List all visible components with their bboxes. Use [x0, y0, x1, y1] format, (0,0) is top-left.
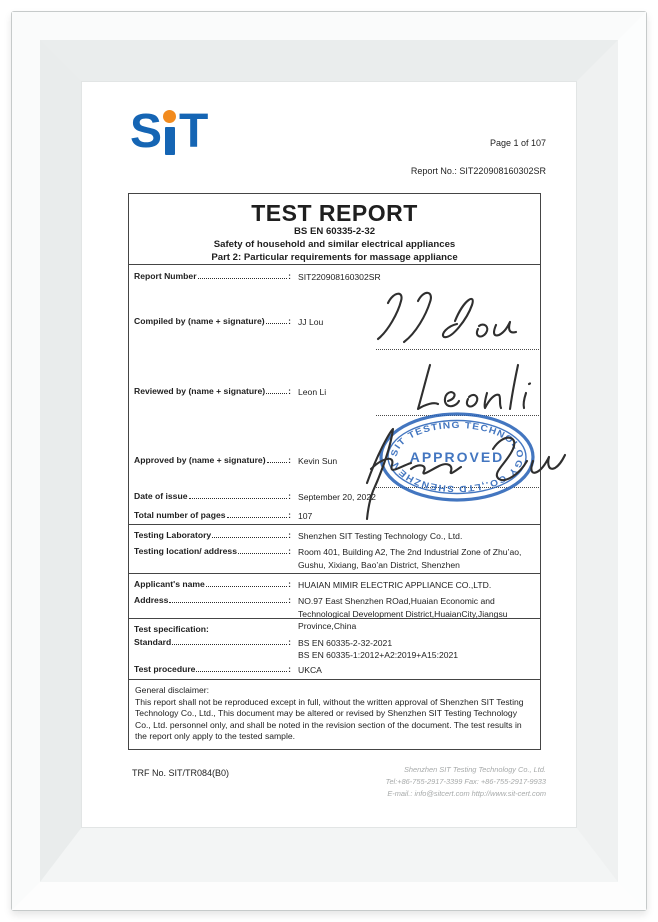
field-value: Leon Li	[298, 387, 327, 397]
dot-leader	[238, 553, 287, 554]
logo-letter-s: S	[130, 105, 162, 158]
report-table	[128, 193, 541, 750]
standard-code: BS EN 60335-2-32	[293, 226, 376, 238]
title-block	[129, 194, 540, 264]
dot-leader	[189, 498, 288, 499]
field-label: Compiled by (name + signature)	[134, 316, 265, 326]
applicant-name-row: Applicant's name : HUAIAN MIMIR ELECTRIC APPLIANCE CO.,LTD.	[129, 577, 540, 593]
field-label: Applicant's name	[134, 579, 205, 589]
signatures-section	[129, 264, 540, 524]
field-value: September 20, 2022	[298, 492, 376, 502]
signature-line	[376, 349, 541, 350]
standard-name: Safety of household and similar electrical appliances	[213, 239, 456, 251]
dot-leader	[266, 323, 288, 324]
test-procedure-row: Test procedure : UKCA	[129, 663, 540, 678]
field-value: SIT220908160302SR	[298, 272, 381, 282]
logo-letter-i	[165, 127, 175, 155]
kevin-sun-signature	[351, 421, 569, 523]
standard-value-line1: BS EN 60335-2-32-2021	[298, 637, 393, 648]
logo-i-dot-icon	[163, 110, 176, 123]
field-label: Testing location/ address	[134, 546, 237, 557]
jj-lou-signature	[354, 285, 544, 347]
disclaimer-text: This report shall not be reproduced except in full, without the written approval of Shenzhen SIT Testing Technology Co., Ltd., This document may be altered or revised by Shenzhen SIT Testing Technology Co., Ltd. personnel only, and shall be noted in the revision section of the document. The test results in the report only apply to the tested sample.	[135, 696, 524, 742]
test-spec-header-row	[129, 622, 540, 635]
field-value: NO.97 East Shenzhen ROad,Huaian Economic and Technological Development District,HuaianCity,Jiangsu Province,China	[298, 596, 508, 632]
field-label: Date of issue	[134, 491, 188, 501]
lab-company-name: Shenzhen SIT Testing Technology Co., Ltd.	[403, 765, 546, 774]
field-value: 107	[298, 511, 313, 521]
leon-li-signature	[384, 359, 539, 415]
dot-leader	[206, 586, 287, 587]
field-value: JJ Lou	[298, 317, 324, 327]
field-label: Address	[134, 595, 169, 606]
sit-logo	[130, 105, 208, 158]
report-title: TEST REPORT	[251, 200, 418, 226]
logo-letter-t: T	[179, 105, 208, 158]
dot-leader	[196, 671, 287, 672]
standard-row: Standard : BS EN 60335-2-32-2021 BS EN 60335-1:2012+A2:2019+A15:2021	[129, 635, 540, 663]
dot-leader	[267, 462, 288, 463]
stamp-approved-text: APPROVED	[409, 449, 505, 465]
dot-leader	[172, 644, 287, 645]
testing-laboratory-row: Testing Laboratory : Shenzhen SIT Testing Technology Co., Ltd.	[129, 528, 540, 544]
dot-leader	[266, 393, 287, 394]
dot-leader	[212, 537, 287, 538]
trf-number: TRF No. SIT/TR084(B0)	[132, 768, 230, 778]
dot-leader	[198, 278, 288, 279]
report-number-header: Report No.: SIT220908160302SR	[410, 166, 546, 176]
dot-leader	[169, 602, 287, 603]
standard-value-line2: BS EN 60335-1:2012+A2:2019+A15:2021	[298, 649, 459, 660]
field-value: Kevin Sun	[298, 456, 338, 466]
test-spec-section	[129, 618, 540, 679]
standard-part: Part 2: Particular requirements for massage appliance	[211, 252, 458, 264]
section-label: Test specification:	[134, 623, 209, 634]
field-value: UKCA	[298, 665, 322, 676]
lab-email-web: E-mail.: info@sitcert.com http://www.sit-cert.com	[387, 788, 546, 798]
field-label: Standard	[134, 636, 172, 647]
laboratory-section	[129, 524, 540, 573]
field-value: Room 401, Building A2, The 2nd Industrial Zone of Zhu’ao, Gushu, Xixiang, Bao’an District, Shenzhen	[298, 547, 522, 570]
stamp-ring-text: SIT TESTING TECHNOLOGY CO.,LTD SHENZHEN	[388, 419, 526, 495]
lab-tel-fax: Tel:+86-755-2917-3399 Fax: +86-755-2917-9933	[385, 776, 546, 786]
date-of-issue-row: Date of issue : September 20, 2022	[129, 489, 540, 505]
page-number: Page 1 of 107	[489, 138, 546, 148]
field-value: Shenzhen SIT Testing Technology Co., Ltd.	[298, 531, 463, 541]
field-value: HUAIAN MIMIR ELECTRIC APPLIANCE CO.,LTD.	[298, 580, 492, 590]
testing-location-row: Testing location/ address : Room 401, Building A2, The 2nd Industrial Zone of Zhu’ao, Gushu, Xixiang, Bao’an District, Shenzhen	[129, 544, 540, 573]
dot-leader	[227, 517, 288, 518]
disclaimer-label: General disclaimer:	[135, 685, 210, 695]
field-label: Test procedure	[134, 664, 196, 675]
approved-by-row: Approved by (name + signature) : Kevin Sun	[129, 453, 540, 469]
compiled-by-row: Compiled by (name + signature) : JJ Lou	[129, 314, 540, 330]
report-page	[82, 82, 576, 827]
field-label: Total number of pages	[134, 510, 226, 520]
disclaimer-section	[129, 679, 540, 749]
field-label: Approved by (name + signature)	[134, 455, 266, 465]
report-number-row: Report Number : SIT220908160302SR	[129, 269, 540, 285]
applicant-address-row: Address : NO.97 East Shenzhen ROad,Huaian Economic and Technological Development District,HuaianCity,Jiangsu Province,China	[129, 593, 540, 634]
total-pages-row: Total number of pages : 107	[129, 508, 540, 524]
reviewed-by-row: Reviewed by (name + signature) : Leon Li	[129, 384, 540, 400]
field-label: Report Number	[134, 271, 197, 281]
lab-contact-block	[386, 764, 546, 800]
field-label: Reviewed by (name + signature)	[134, 386, 266, 396]
field-label: Testing Laboratory	[134, 530, 212, 540]
